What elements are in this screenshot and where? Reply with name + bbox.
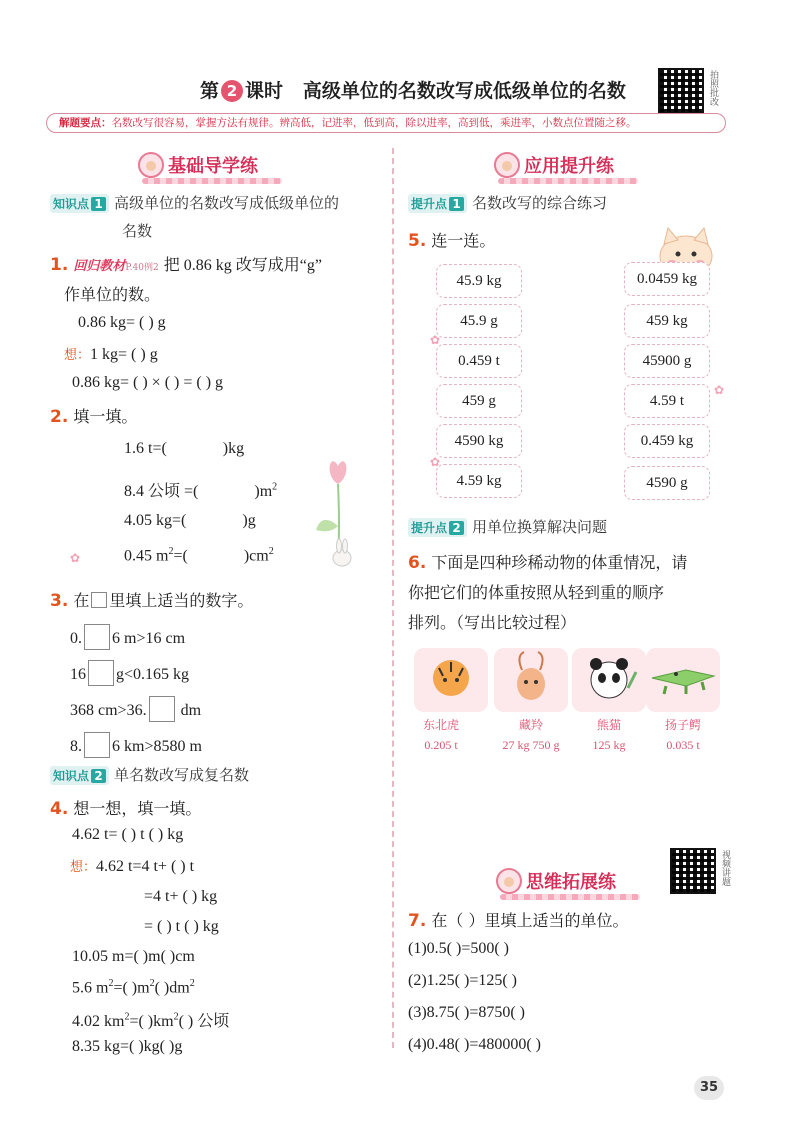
animal-weight-tiger: 0.205 t xyxy=(424,738,458,752)
q2-row-4[interactable]: 0.45 $m^2=$( )$cm^2$ xyxy=(124,546,274,565)
section-basic-title: 基础导学练 xyxy=(138,152,282,178)
title-prefix: 第 xyxy=(200,80,220,102)
child-mascot-icon xyxy=(494,152,520,178)
q4-hint: 想：4.62 t=4 t+ ( ) t xyxy=(70,858,195,875)
column-divider xyxy=(392,148,394,1048)
connect-right-3[interactable]: 45900 g xyxy=(624,344,710,378)
animal-weight-antelope: 27 kg 750 g xyxy=(502,738,560,752)
animal-name-panda: 熊猫 xyxy=(596,718,621,732)
q7-item-4[interactable]: (4)0.48( )=480000( ) xyxy=(408,1036,541,1053)
question-6-line3: 排列。（写出比较过程） xyxy=(408,613,577,632)
animal-name-crocodile: 扬子鳄 xyxy=(664,718,701,732)
title-topic: 高级单位的名数改写成低级单位的名数 xyxy=(302,80,626,102)
q4-line-1[interactable]: 4.62 t= ( ) t ( ) kg xyxy=(72,826,184,843)
q7-item-3[interactable]: (3)8.75( )=8750( ) xyxy=(408,1004,525,1021)
improve-point-1: 提升点 1 名数改写的综合练习 xyxy=(408,192,607,213)
connect-right-2[interactable]: 459 kg xyxy=(624,304,710,338)
question-1-line2: 作单位的数。 xyxy=(64,287,161,304)
panda-icon xyxy=(572,648,646,712)
crocodile-icon xyxy=(646,648,720,712)
digit-box[interactable] xyxy=(88,660,114,686)
connect-left-6[interactable]: 4.59 kg xyxy=(436,464,522,498)
q3-row-1: 0. 6 m>16 cm xyxy=(70,624,185,650)
connect-left-5[interactable]: 4590 kg xyxy=(436,424,522,458)
question-6-line2: 你把它们的体重按照从轻到重的顺序 xyxy=(408,583,665,602)
flower-icon: ✿ xyxy=(430,455,441,469)
question-number: 1. xyxy=(50,255,69,275)
connect-left-3[interactable]: 0.459 t xyxy=(436,344,522,378)
connect-left-2[interactable]: 45.9 g xyxy=(436,304,522,338)
section-basic xyxy=(138,152,282,184)
animal-weight-crocodile: 0.035 t xyxy=(666,738,700,752)
q4-line-3[interactable]: =4 t+ ( ) kg xyxy=(144,888,218,905)
section-thinking-title: 思维拓展练 xyxy=(496,868,640,894)
connect-right-4[interactable]: 4.59 t xyxy=(624,384,710,418)
tulip-bunny-illustration xyxy=(308,446,368,576)
lesson-title xyxy=(200,76,626,103)
question-1-answer-c[interactable]: 0.86 kg= ( ) × ( ) = ( ) g xyxy=(72,374,224,391)
q3-row-3: 368 cm>36. dm xyxy=(70,696,201,722)
animal-name-tiger: 东北虎 xyxy=(422,718,459,732)
q4-line-5[interactable]: 10.05 m=( )m( )cm xyxy=(72,948,195,965)
knowledge-point-2: 知识点 2 单名数改写成复名数 xyxy=(50,764,249,785)
qr-code-top[interactable] xyxy=(658,68,704,114)
question-1-answer-a[interactable]: 0.86 kg= ( ) g xyxy=(78,314,166,331)
q7-item-2[interactable]: (2)1.25( )=125( ) xyxy=(408,972,517,989)
kp-tag: 知识点 1 xyxy=(50,194,109,213)
qr-code-bottom[interactable] xyxy=(670,848,716,894)
animal-weight-panda: 125 kg xyxy=(592,738,626,752)
blank-box-icon xyxy=(91,592,107,608)
key-points-bar xyxy=(46,113,726,133)
connect-right-1[interactable]: 0.0459 kg xyxy=(624,262,710,296)
digit-box[interactable] xyxy=(84,624,110,650)
q4-line-8[interactable]: 8.35 kg=( )kg( )g xyxy=(72,1038,183,1055)
connect-right-5[interactable]: 0.459 kg xyxy=(624,424,710,458)
digit-box[interactable] xyxy=(149,696,175,722)
question-7: 7. 在（ ）里填上适当的单位。 xyxy=(408,911,629,931)
connect-right-6[interactable]: 4590 g xyxy=(624,466,710,500)
section-underline xyxy=(142,178,282,184)
question-4: 4. 想一想，填一填。 xyxy=(50,799,202,819)
section-application xyxy=(494,152,638,184)
child-mascot-icon xyxy=(496,868,522,894)
knowledge-point-1: 知识点 1 高级单位的名数改写成低级单位的 xyxy=(50,192,339,213)
q7-item-1[interactable]: (1)0.5( )=500( ) xyxy=(408,940,509,957)
section-thinking xyxy=(496,868,640,900)
q4-line-7[interactable]: 4.02 $km^2=$( )$km^2$( ) 公顷 xyxy=(72,1011,230,1030)
connect-left-1[interactable]: 45.9 kg xyxy=(436,264,522,298)
key-label: 解题要点： xyxy=(59,117,112,129)
page-number: 35 xyxy=(694,1076,724,1100)
key-text: 名数改写很容易，掌握方法有规律。辨高低，记进率，低到高，除以进率，高到低，乘进率，小数点位置随之移。 xyxy=(111,117,637,129)
question-1: 1. 回归教材P.40例2 把 0.86 kg 改写成用“g” xyxy=(50,255,322,275)
q3-row-4: 8. 6 km>8580 m xyxy=(70,732,202,758)
child-mascot-icon xyxy=(138,152,164,178)
flower-icon: ✿ xyxy=(70,551,81,565)
question-6: 6. 下面是四种珍稀动物的体重情况，请 xyxy=(408,553,688,573)
digit-box[interactable] xyxy=(84,732,110,758)
q4-line-4[interactable]: = ( ) t ( ) kg xyxy=(144,918,219,935)
question-2: 2. 填一填。 xyxy=(50,407,138,427)
q3-row-2: 16 g<0.165 kg xyxy=(70,660,189,686)
q2-row-1[interactable]: 1.6 t=( )kg xyxy=(124,440,245,457)
q4-line-6[interactable]: 5.6 $m^2=$( )$m^2$( )$dm^2$ xyxy=(72,978,195,997)
connect-left-4[interactable]: 459 g xyxy=(436,384,522,418)
title-rest: 课时 xyxy=(245,80,284,102)
return-textbook-tag: 回归教材 xyxy=(73,259,126,274)
antelope-icon xyxy=(494,648,568,712)
question-3: 3. 在 里填上适当的数字。 xyxy=(50,591,254,611)
q2-row-3[interactable]: 4.05 kg=( )g xyxy=(124,512,256,529)
knowledge-point-1-line2: 名数 xyxy=(122,222,153,240)
lesson-number-badge: 2 xyxy=(221,80,243,102)
q2-row-2[interactable]: 8.4 公顷 =( )$m^2$ xyxy=(124,481,278,500)
question-5: 5. 连一连。 xyxy=(408,231,496,251)
question-1-hint: 想：1 kg= ( ) g xyxy=(64,346,158,363)
improve-point-2: 提升点 2 用单位换算解决问题 xyxy=(408,516,607,537)
flower-icon: ✿ xyxy=(714,383,725,397)
tiger-icon xyxy=(414,648,488,712)
qr-bottom-label: 视频讲题 xyxy=(720,850,730,886)
animal-name-antelope: 藏羚 xyxy=(518,718,543,732)
qr-top-label: 拍照批改 xyxy=(708,70,718,106)
flower-icon: ✿ xyxy=(430,333,441,347)
section-application-title: 应用提升练 xyxy=(494,152,638,178)
